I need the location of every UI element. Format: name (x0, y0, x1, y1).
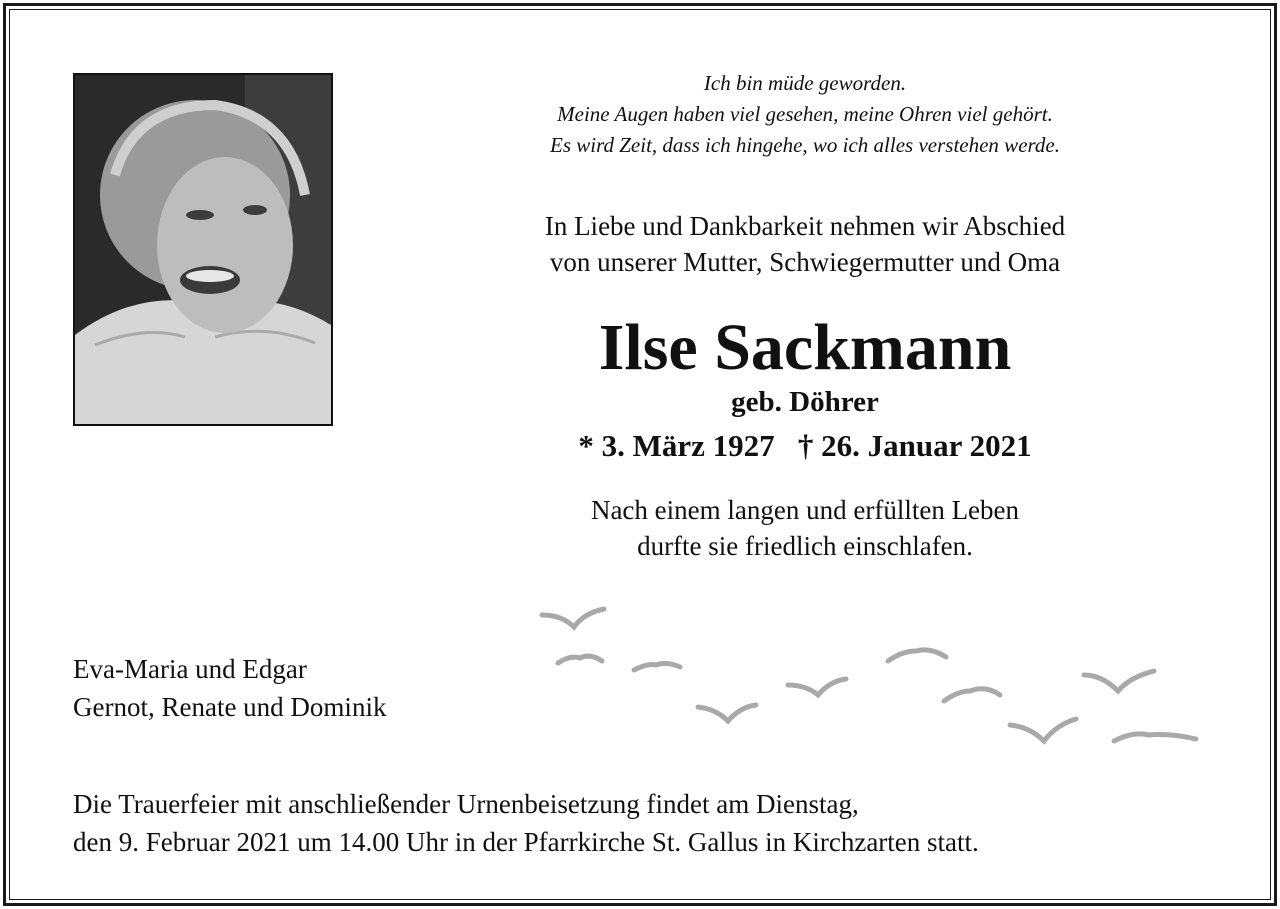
quote-line: Es wird Zeit, dass ich hingehe, wo ich alles verstehen werde. (550, 133, 1060, 157)
farewell-intro (440, 208, 1170, 280)
quote-line: Meine Augen haben viel gesehen, meine Ohren viel gehört. (557, 102, 1053, 126)
funeral-service-info (73, 785, 1193, 861)
deceased-name: Ilse Sackmann (598, 311, 1012, 384)
family-line: Eva-Maria und Edgar (73, 654, 307, 684)
portrait-photo-icon (73, 73, 333, 426)
life-dates: * 3. März 1927 † 26. Januar 2021 (578, 428, 1032, 463)
intro-line: In Liebe und Dankbarkeit nehmen wir Abschied (544, 211, 1066, 241)
intro-line: von unserer Mutter, Schwiegermutter und Oma (549, 247, 1061, 277)
closing-line: Nach einem langen und erfüllten Leben (590, 495, 1020, 525)
family-names (73, 650, 493, 726)
closing-text (440, 492, 1170, 564)
quote (440, 68, 1170, 161)
closing-line: durfte sie friedlich einschlafen. (637, 531, 973, 561)
family-line: Gernot, Renate und Dominik (73, 692, 387, 722)
quote-line: Ich bin müde geworden. (703, 71, 907, 95)
flying-birds-icon (530, 595, 1210, 760)
maiden-name: geb. Döhrer (731, 386, 879, 418)
service-line: den 9. Februar 2021 um 14.00 Uhr in der Pfarrkirche St. Gallus in Kirchzarten statt. (73, 827, 979, 857)
service-line: Die Trauerfeier mit anschließender Urnenbeisetzung findet am Dienstag, (73, 789, 859, 819)
